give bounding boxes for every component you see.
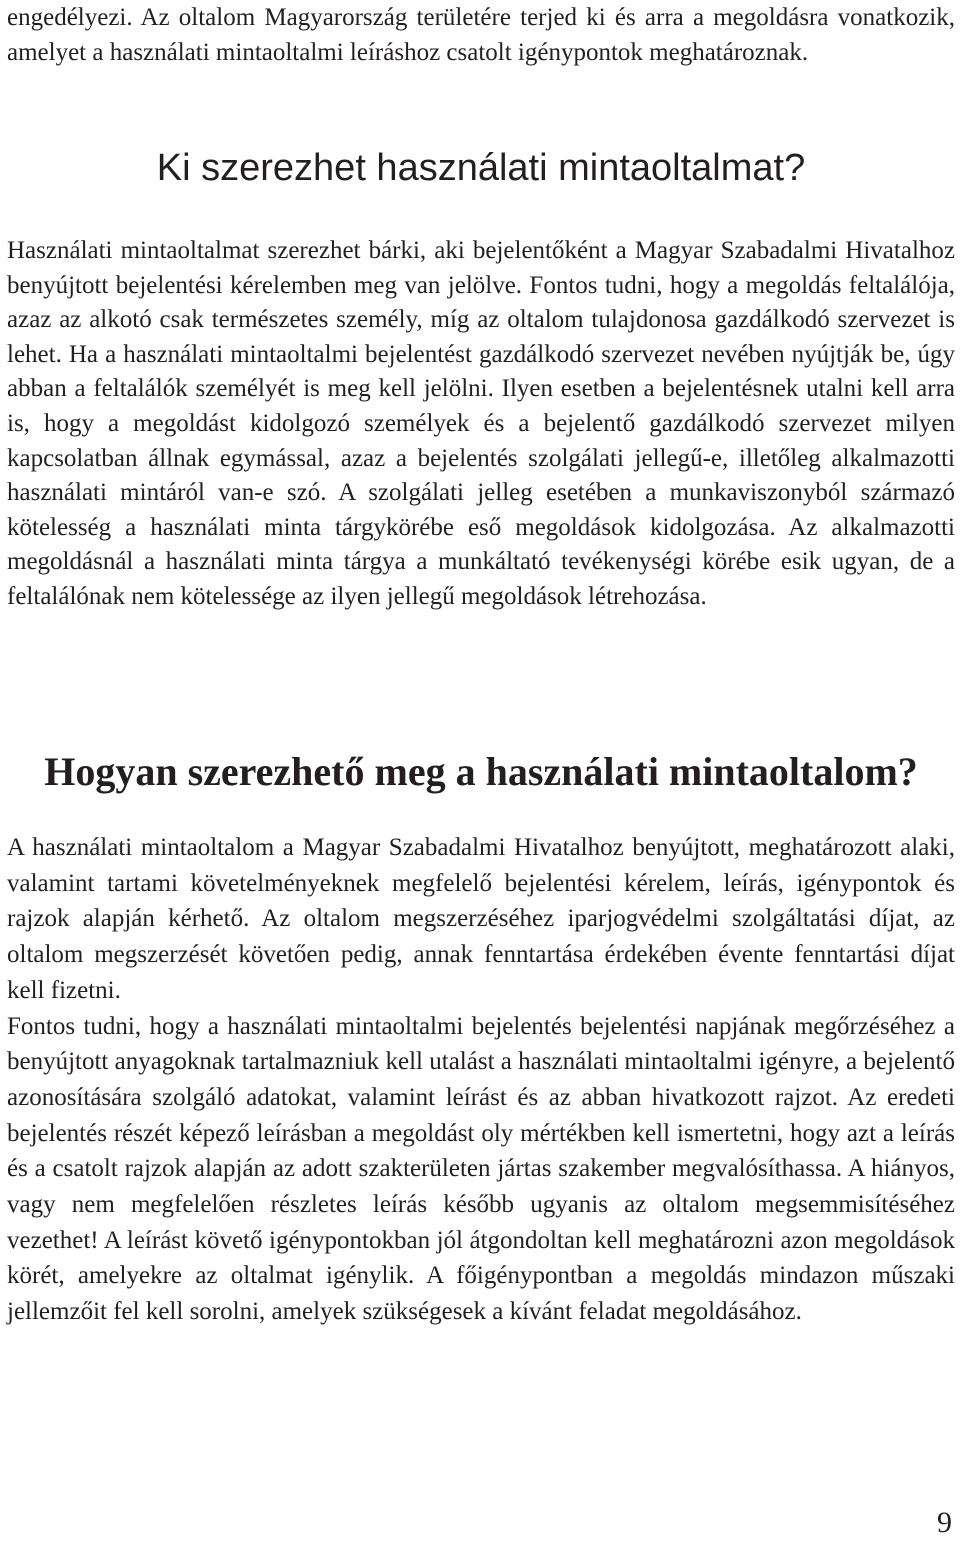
section-heading-who-can-obtain: Ki szerezhet használati mintaoltalmat? [156, 147, 806, 189]
section-paragraph-who-can-obtain: Használati mintaoltalmat szerezhet bárki, aki bejelentőként a Magyar Szabadalmi Hivatalhoz benyújtott bejelentési kérelemben meg van jelölve. Fontos tudni, hogy a megoldás feltalálója, azaz az alkotó csak természetes személy, míg az oltalom tulajdonosa gazdálkodó szervezet is lehet. Ha a használati mintaoltalmi bejelentést gazdálkodó szervezet nevében nyújtják be, úgy abban a feltalálók személyét is meg kell jelölni. Ilyen esetben a bejelentésnek utalni kell arra is, hogy a megoldást kidolgozó személyek és a bejelentő gazdálkodó szervezet milyen kapcsolatban állnak egymással, azaz a bejelentés szolgálati jellegű-e, illetőleg alkalmazotti használati mintáról van-e szó. A szolgálati jelleg esetében a munkaviszonyból származó kötelesség a használati minta tárgykörébe eső megoldások kidolgozása. Az alkalmazotti megoldásnál a használati minta tárgya a munkáltató tevékenységi körébe esik ugyan, de a feltalálónak nem kötelessége az ilyen jellegű megoldások létrehozása. [7, 237, 955, 610]
section-heading-how-to-obtain: Hogyan szerezhető meg a használati mintaoltalom? [44, 749, 918, 794]
section-paragraph-how-to-obtain-1: A használati mintaoltalom a Magyar Szabadalmi Hivatalhoz benyújtott, meghatározott alaki, valamint tartami követelményeknek megfelelő bejelentési kérelem, leírás, igénypontok és rajzok alapján kérhető. Az oltalom megszerzéséhez iparjogvédelmi szolgáltatási díjat, az oltalom megszerzését követően pedig, annak fenntartása érdekében évente fenntartási díjat kell fizetni. [7, 834, 955, 1004]
intro-paragraph: engedélyezi. Az oltalom Magyarország területére terjed ki és arra a megoldásra vonatkozik, amelyet a használati mintaoltalmi leíráshoz csatolt igénypontok meghatároznak. [7, 4, 955, 66]
section-paragraph-how-to-obtain-2: Fontos tudni, hogy a használati mintaoltalmi bejelentés bejelentési napjának megőrzéséhez a benyújtott anyagoknak tartalmazniuk kell utalást a használati mintaoltalmi igényre, a bejelentő azonosítására szolgáló adatokat, valamint leírást és az abban hivatkozott rajzot. Az eredeti bejelentés részét képező leírásban a megoldást oly mértékben kell ismertetni, hogy azt a leírás és a csatolt rajzok alapján az adott szakterületen jártas szakember megvalósíthassa. A hiányos, vagy nem megfelelően részletes leírás később ugyanis az oltalom megsemmisítéséhez vezethet! A leírást követő igénypontokban jól átgondoltan kell meghatározni azon megoldások körét, amelyekre az oltalmat igénylik. A főigénypontban a megoldás mindazon műszaki jellemzőit fel kell sorolni, amelyek szükségesek a kívánt feladat megoldásához. [7, 1012, 955, 1326]
page-number: 9 [937, 1506, 952, 1539]
section-body-how-to-obtain [7, 830, 955, 1330]
